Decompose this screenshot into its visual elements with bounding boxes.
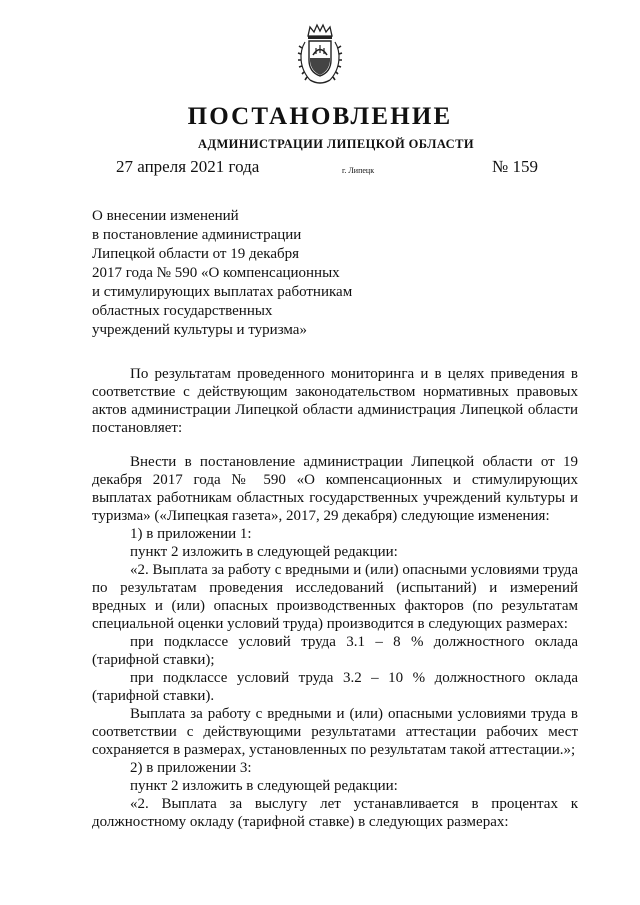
document-title: ПОСТАНОВЛЕНИЕ <box>187 103 453 130</box>
body-paragraph: при подклассе условий труда 3.1 – 8 % должностного оклада (тарифной ставки); <box>92 634 578 668</box>
subject-line: учреждений культуры и туризма» <box>92 322 307 338</box>
body-paragraph: Внести в постановление администрации Липецкой области от 19 декабря 2017 года № 590 «О компенсационных и стимулирующих выплатах работникам областных государственных учреждений культуры и туризма» («Липецкая газета», 2017, 29 декабря) следующие изменения: <box>92 454 578 524</box>
subject-line: Липецкой области от 19 декабря <box>92 246 300 262</box>
coat-of-arms-icon <box>296 22 344 88</box>
subject-line: О внесении изменений <box>92 208 239 224</box>
body-paragraph: пункт 2 изложить в следующей редакции: <box>130 544 398 560</box>
body-paragraph: при подклассе условий труда 3.2 – 10 % должностного оклада (тарифной ставки). <box>92 670 578 704</box>
issuing-authority: АДМИНИСТРАЦИИ ЛИПЕЦКОЙ ОБЛАСТИ <box>198 137 474 151</box>
subject-line: и стимулирующих выплатах работникам <box>92 284 353 300</box>
document-date: 27 апреля 2021 года <box>116 157 260 176</box>
document-body <box>92 365 578 831</box>
subject-line: в постановление администрации <box>92 227 302 243</box>
preamble-paragraph: По результатам проведенного мониторинга и в целях приведения в соответствие с действующим законодательством нормативных правовых актов администрации Липецкой области администрация Липецкой области постановляет: <box>92 366 578 436</box>
subject-line: 2017 года № 590 «О компенсационных <box>92 265 340 281</box>
subject-line: областных государственных <box>92 303 273 319</box>
body-paragraph: пункт 2 изложить в следующей редакции: <box>130 778 398 794</box>
body-paragraph: Выплата за работу с вредными и (или) опасными условиями труда в соответствии с действующими результатами аттестации рабочих мест сохраняется в размерах, установленных по результатам такой аттестации.»; <box>92 706 578 758</box>
document-city: г. Липецк <box>342 166 375 175</box>
document-number: № 159 <box>492 157 538 176</box>
body-paragraph: «2. Выплата за работу с вредными и (или) опасными условиями труда по результатам проведения исследований (испытаний) и измерений вредных и (или) опасных производственных факторов (по результатам специальной оценки условий труда) производится в следующих размерах: <box>92 562 578 632</box>
document-subject <box>92 207 352 340</box>
list-item: 2) в приложении 3: <box>130 760 252 776</box>
body-paragraph: «2. Выплата за выслугу лет устанавливается в процентах к должностному окладу (тарифной ставке) в следующих размерах: <box>92 796 578 830</box>
list-item: 1) в приложении 1: <box>130 526 252 542</box>
